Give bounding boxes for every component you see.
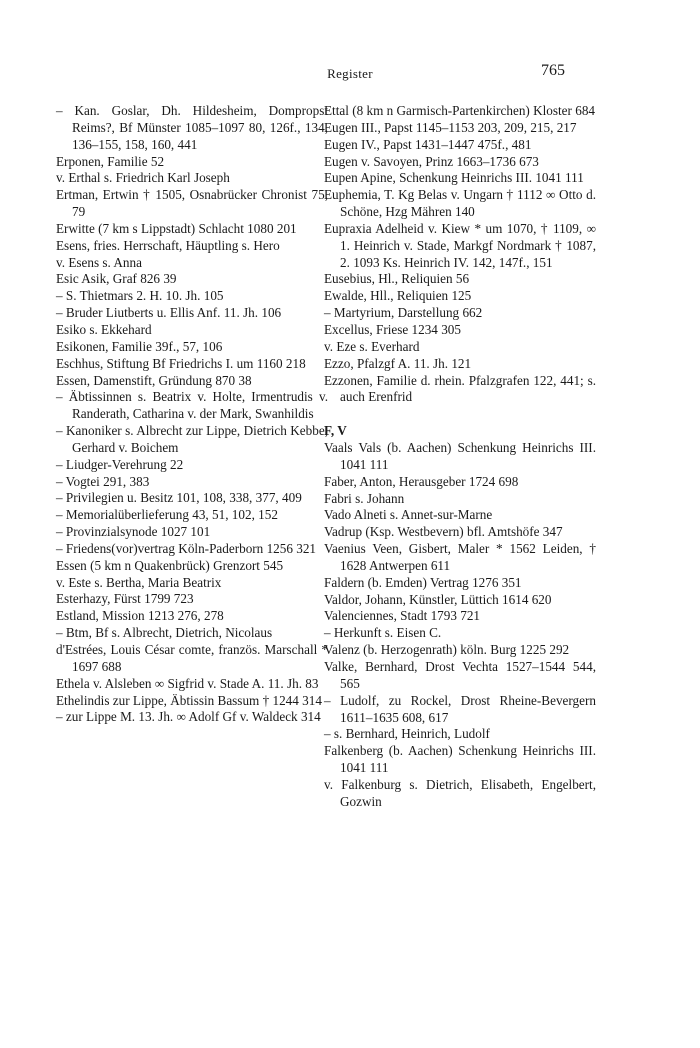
- index-entry: – Privilegien u. Besitz 101, 108, 338, 377, 409: [56, 490, 302, 506]
- index-entry: – s. Bernhard, Heinrich, Ludolf: [324, 726, 490, 742]
- index-entry: v. Erthal s. Friedrich Karl Joseph: [56, 170, 230, 186]
- index-entry: Erwitte (7 km s Lippstadt) Schlacht 1080 201: [56, 220, 297, 236]
- index-entry: Fabri s. Johann: [324, 490, 405, 506]
- index-entry: – S. Thietmars 2. H. 10. Jh. 105: [56, 288, 224, 304]
- index-entry: Ethela v. Alsleben ∞ Sigfrid v. Stade A. 11. Jh. 83: [56, 675, 319, 691]
- index-entry: Esterhazy, Fürst 1799 723: [56, 591, 194, 607]
- index-entry: Ertman, Ertwin † 1505, Osnabrücker Chronist 75, 79: [56, 187, 328, 220]
- index-entry: v. Falkenburg s. Dietrich, Elisabeth, Engelbert, Gozwin: [324, 776, 596, 809]
- index-entry: Essen (5 km n Quakenbrück) Grenzort 545: [56, 557, 284, 573]
- index-entry: Euphemia, T. Kg Belas v. Ungarn † 1112 ∞ Otto d. Schöne, Hzg Mähren 140: [324, 187, 596, 220]
- index-entry: Faldern (b. Emden) Vertrag 1276 351: [324, 574, 522, 590]
- index-entry: – Martyrium, Darstellung 662: [324, 305, 483, 321]
- index-entry: Vaals Vals (b. Aachen) Schenkung Heinrichs III. 1041 111: [324, 440, 596, 472]
- index-entry: Essen, Damenstift, Gründung 870 38: [56, 372, 252, 388]
- index-entries-f-v: [324, 440, 596, 811]
- index-entry: Erponen, Familie 52: [56, 153, 165, 169]
- index-entry: Vado Alneti s. Annet-sur-Marne: [324, 507, 493, 523]
- index-entry: Valenz (b. Herzogenrath) köln. Burg 1225 292: [324, 642, 570, 658]
- index-entry: Eschhus, Stiftung Bf Friedrichs I. um 1160 218: [56, 355, 306, 371]
- index-entry: – Kan. Goslar, Dh. Hildesheim, Dompropst Reims?, Bf Münster 1085–1097 80, 126f., 134, 136–155, 158, 160, 441: [56, 103, 328, 152]
- index-entry: Eusebius, Hl., Reliquien 56: [324, 271, 470, 287]
- index-entry: v. Eze s. Everhard: [324, 338, 420, 354]
- index-entry: Valdor, Johann, Künstler, Lüttich 1614 620: [324, 591, 552, 607]
- index-entry: – Ludolf, zu Rockel, Drost Rheine-Bevergern 1611–1635 608, 617: [324, 692, 596, 725]
- index-entry: Valke, Bernhard, Drost Vechta 1527–1544 544, 565: [324, 659, 596, 691]
- index-entry: Falkenberg (b. Aachen) Schenkung Heinrichs III. 1041 111: [324, 743, 596, 776]
- index-entry: – Äbtissinnen s. Beatrix v. Holte, Irmentrudis v. Randerath, Catharina v. der Mark, Swanhildis: [56, 389, 328, 422]
- index-entry: Esens, fries. Herrschaft, Häuptling s. Hero: [56, 237, 280, 253]
- index-entry: – zur Lippe M. 13. Jh. ∞ Adolf Gf v. Waldeck 314: [56, 709, 321, 725]
- index-entry: – Btm, Bf s. Albrecht, Dietrich, Nicolaus: [56, 625, 273, 641]
- index-entry: d'Estrées, Louis César comte, französ. Marschall * 1697 688: [56, 642, 328, 674]
- index-entry: Ethelindis zur Lippe, Äbtissin Bassum † 1244 314: [56, 692, 322, 708]
- index-entry: Faber, Anton, Herausgeber 1724 698: [324, 473, 519, 489]
- index-entry: Eugen III., Papst 1145–1153 203, 209, 215, 217: [324, 119, 577, 135]
- index-entry: Eugen v. Savoyen, Prinz 1663–1736 673: [324, 153, 539, 169]
- index-entry: Ewalde, Hll., Reliquien 125: [324, 288, 472, 304]
- index-entry: Ezzonen, Familie d. rhein. Pfalzgrafen 122, 441; s. auch Erenfrid: [324, 372, 596, 405]
- index-entry: v. Esens s. Anna: [56, 254, 142, 270]
- index-entry: – Bruder Liutberts u. Ellis Anf. 11. Jh. 106: [56, 305, 282, 321]
- index-entry: – Memorialüberlieferung 43, 51, 102, 152: [56, 507, 278, 523]
- index-entry: – Friedens(vor)vertrag Köln-Paderborn 1256 321: [56, 540, 317, 556]
- index-entry: Excellus, Friese 1234 305: [324, 321, 461, 337]
- index-entry: Eupraxia Adelheid v. Kiew * um 1070, † 1109, ∞ 1. Heinrich v. Stade, Markgf Nordmark † 1087, 2. 1093 Ks. Heinrich IV. 142, 147f., 151: [324, 220, 596, 270]
- index-entry: – Provinzialsynode 1027 101: [56, 524, 211, 540]
- index-entry: Vadrup (Ksp. Westbevern) bfl. Amtshöfe 347: [324, 524, 563, 540]
- running-header-title: Register: [327, 66, 373, 81]
- index-entries-e-continued: [324, 103, 596, 406]
- index-entry: Estland, Mission 1213 276, 278: [56, 608, 224, 624]
- index-entry: Esiko s. Ekkehard: [56, 321, 152, 337]
- index-entry: Ettal (8 km n Garmisch-Partenkirchen) Kloster 684: [324, 103, 596, 118]
- index-entry: – Vogtei 291, 383: [56, 473, 150, 489]
- index-entry: – Herkunft s. Eisen C.: [324, 625, 442, 641]
- index-entry: Eupen Apine, Schenkung Heinrichs III. 1041 111: [324, 170, 584, 186]
- index-entry: Valenciennes, Stadt 1793 721: [324, 608, 481, 624]
- index-entry: Esikonen, Familie 39f., 57, 106: [56, 338, 223, 354]
- index-entry: v. Este s. Bertha, Maria Beatrix: [56, 574, 222, 590]
- index-entry: Eugen IV., Papst 1431–1447 475f., 481: [324, 136, 532, 152]
- index-entry: – Liudger-Verehrung 22: [56, 456, 184, 472]
- index-entry: – Kanoniker s. Albrecht zur Lippe, Dietrich Kebbe, Gerhard v. Boichem: [56, 423, 328, 455]
- section-heading-f-v: F, V: [324, 423, 347, 439]
- page-number: 765: [541, 62, 565, 79]
- index-column-right: [324, 103, 596, 811]
- index-entry: Ezzo, Pfalzgf A. 11. Jh. 121: [324, 355, 472, 371]
- index-entry: Esic Asik, Graf 826 39: [56, 271, 177, 287]
- index-entry: Vaenius Veen, Gisbert, Maler * 1562 Leiden, † 1628 Antwerpen 611: [324, 541, 596, 573]
- index-column-left: [56, 103, 328, 726]
